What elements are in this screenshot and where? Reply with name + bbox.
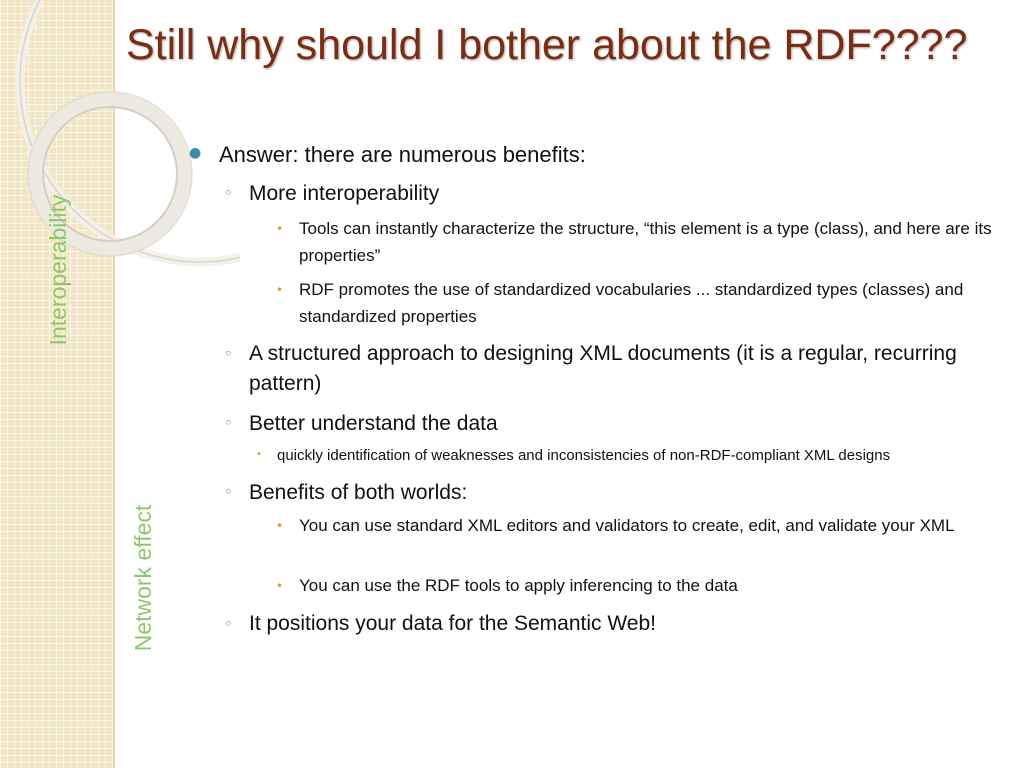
bullet-answer: Answer: there are numerous benefits: [219,142,586,167]
bullet-standard-xml-editors: You can use standard XML editors and validators to create, edit, and validate your XML [299,516,955,535]
sub-bullet-marker: ◦ [224,184,233,202]
bullet-structured-approach: A structured approach to designing XML documents (it is a regular, recurring pattern) [249,342,957,395]
sub-sub-bullet-marker: • [276,222,284,236]
side-label-network-effect: Network effect [130,504,156,652]
sub-sub-bullet-marker: • [256,449,262,460]
bullet-rdf-tools-inferencing: You can use the RDF tools to apply inferencing to the data [299,576,738,595]
bullet-tools-characterize: Tools can instantly characterize the structure, “this element is a type (class), and here are its properties” [299,219,992,265]
slide-title: Still why should I bother about the RDF???? [126,21,968,69]
sub-sub-bullet-marker: • [276,283,284,297]
side-label-interoperability: Interoperability [45,194,71,346]
bullet-benefits-both-worlds: Benefits of both worlds: [249,481,468,504]
bullet-more-interoperability: More interoperability [249,182,440,205]
sub-sub-bullet-marker: • [276,579,284,593]
sub-bullet-marker: ◦ [224,615,233,633]
bullet-semantic-web: It positions your data for the Semantic Web! [249,612,656,635]
sub-sub-bullet-marker: • [276,519,284,533]
bullet-marker: ● [189,145,202,161]
sub-bullet-marker: ◦ [224,345,233,363]
bullet-better-understand: Better understand the data [249,412,498,435]
bullet-rdf-promotes: RDF promotes the use of standardized vocabularies ... standardized types (classes) and standardized properties [299,280,964,326]
bullet-quickly-identification: quickly identification of weaknesses and inconsistencies of non-RDF-compliant XML designs [277,447,891,464]
sub-bullet-marker: ◦ [224,414,233,432]
sub-bullet-marker: ◦ [224,483,233,501]
